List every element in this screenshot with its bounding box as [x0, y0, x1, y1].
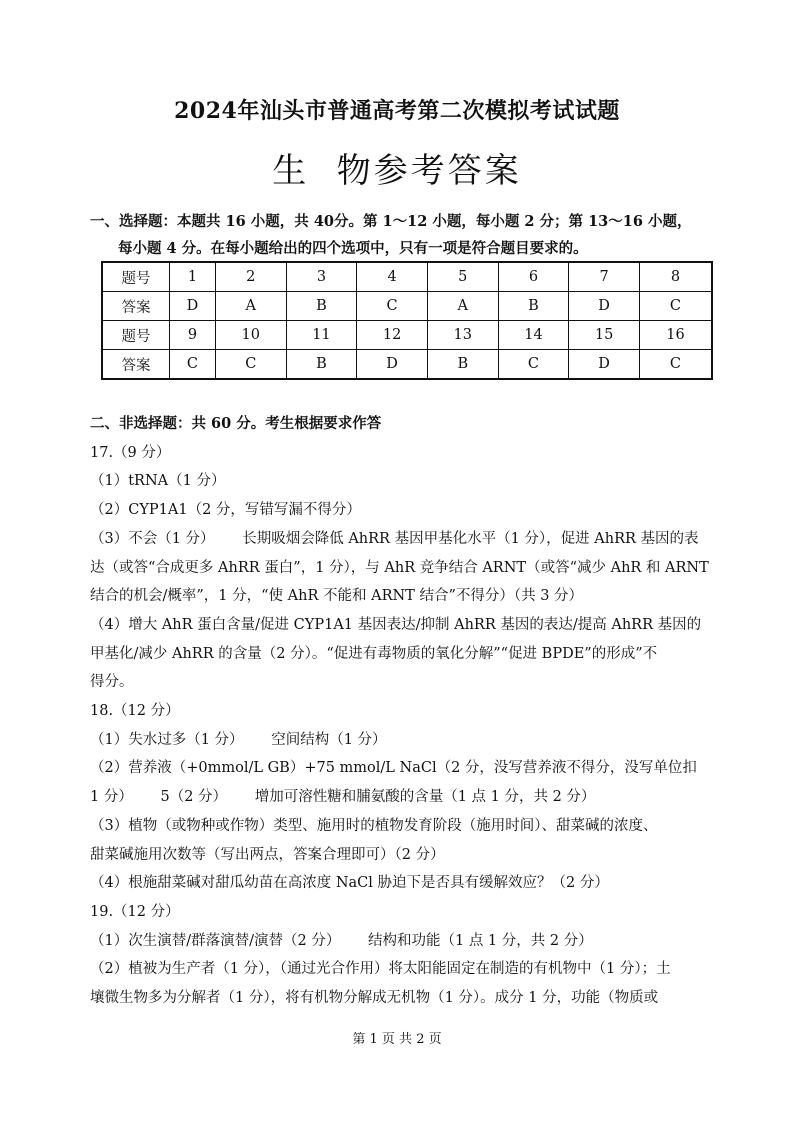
answer-line: （4）增大 AhR 蛋白含量/促进 CYP1A1 基因表达/抑制 AhRR 基因的表达/提高 AhRR 基因的: [90, 616, 702, 633]
table-cell: 12: [357, 321, 428, 350]
table-cell: C: [639, 350, 712, 380]
table-cell: A: [427, 292, 498, 321]
table-cell: 8: [639, 262, 712, 292]
table-cell: B: [286, 350, 357, 380]
table-row-header: 答案: [102, 292, 170, 321]
table-cell: D: [170, 292, 216, 321]
answer-line: （1）tRNA（1 分）: [90, 473, 226, 490]
table-cell: B: [427, 350, 498, 380]
section2-heading: 二、非选择题：共 60 分。考生根据要求作答: [90, 415, 382, 432]
table-cell: 14: [498, 321, 569, 350]
answer-line: （3）不会（1 分） 长期吸烟会降低 AhRR 基因甲基化水平（1 分），促进 AhRR 基因的表: [90, 530, 699, 547]
section2: [90, 410, 715, 1013]
answer-line: （1）失水过多（1 分） 空间结构（1 分）: [90, 731, 387, 748]
table-cell: C: [215, 350, 286, 380]
table-cell: 4: [357, 262, 428, 292]
subject-answer-heading: 生 物参考答案: [272, 151, 522, 191]
answer-line: 1 分） 5（2 分） 增加可溶性糖和脯氨酸的含量（1 点 1 分，共 2 分）: [90, 789, 596, 806]
answer-line: 甜菜碱施用次数等（写出两点，答案合理即可）（2 分）: [90, 846, 445, 863]
table-cell: C: [170, 350, 216, 380]
table-row: [102, 321, 712, 350]
table-row: [102, 262, 712, 292]
answer-line: （1）次生演替/群落演替/演替（2 分） 结构和功能（1 点 1 分，共 2 分）: [90, 932, 593, 949]
table-cell: B: [498, 292, 569, 321]
section2-lines: [90, 439, 715, 1013]
answer-line: 17.（9 分）: [90, 444, 171, 461]
table-cell: D: [357, 350, 428, 380]
answer-line: （2）营养液（+0mmol/L GB）+75 mmol/L NaCl（2 分，没写营养液不得分，没写单位扣: [90, 760, 697, 777]
table-cell: 7: [569, 262, 640, 292]
section1-line2: 每小题 4 分。在每小题给出的四个选项中，只有一项是符合题目要求的。: [118, 240, 588, 257]
table-cell: C: [498, 350, 569, 380]
answer-line: 达（或答“合成更多 AhRR 蛋白”，1 分），与 AhR 竞争结合 ARNT（或答“减少 AhR 和 ARNT: [90, 559, 709, 576]
table-cell: 9: [170, 321, 216, 350]
answer-line: 得分。: [90, 674, 134, 691]
table-cell: B: [286, 292, 357, 321]
table-cell: 16: [639, 321, 712, 350]
table-cell: A: [215, 292, 286, 321]
page-footer: 第 1 页 共 2 页: [352, 1032, 442, 1047]
answer-line: （2）植被为生产者（1 分），（通过光合作用）将太阳能固定在制造的有机物中（1 分）；土: [90, 961, 671, 978]
answer-table: [101, 261, 713, 380]
table-cell: 15: [569, 321, 640, 350]
section1-instructions: [90, 208, 730, 262]
table-cell: 2: [215, 262, 286, 292]
table-cell: D: [569, 350, 640, 380]
answer-line: （3）植物（或物种或作物）类型、施用时的植物发育阶段（施用时间）、甜菜碱的浓度、: [90, 817, 658, 834]
table-row-header: 题号: [102, 321, 170, 350]
table-cell: D: [569, 292, 640, 321]
answer-line: （4）根施甜菜碱对甜瓜幼苗在高浓度 NaCl 胁迫下是否具有缓解效应？（2 分）: [90, 875, 609, 892]
table-cell: 11: [286, 321, 357, 350]
answer-line: 壤微生物多为分解者（1 分），将有机物分解成无机物（1 分）。成分 1 分，功能（物质或: [90, 990, 659, 1007]
table-cell: 6: [498, 262, 569, 292]
table-row: [102, 292, 712, 321]
answer-line: （2）CYP1A1（2 分，写错写漏不得分）: [90, 502, 361, 519]
table-cell: 10: [215, 321, 286, 350]
answer-line: 19.（12 分）: [90, 903, 180, 920]
answer-line: 结合的机会/概率”，1 分，“使 AhR 不能和 ARNT 结合”不得分）（共 3 分）: [90, 588, 584, 605]
table-cell: C: [357, 292, 428, 321]
table-cell: 5: [427, 262, 498, 292]
table-cell: 1: [170, 262, 216, 292]
section1-line1: 一、选择题：本题共 16 小题，共 40分。第 1～12 小题，每小题 2 分；第 13～16 小题，: [90, 213, 692, 230]
table-row-header: 题号: [102, 262, 170, 292]
table-row-header: 答案: [102, 350, 170, 380]
answer-line: 甲基化/减少 AhRR 的含量（2 分）。“促进有毒物质的氧化分解”“促进 BPDE”的形成”不: [90, 645, 658, 662]
answer-line: 18.（12 分）: [90, 703, 180, 720]
table-cell: 13: [427, 321, 498, 350]
exam-title: 2024年汕头市普通高考第二次模拟考试试题: [174, 98, 620, 124]
table-row: [102, 350, 712, 380]
table-cell: C: [639, 292, 712, 321]
table-cell: 3: [286, 262, 357, 292]
